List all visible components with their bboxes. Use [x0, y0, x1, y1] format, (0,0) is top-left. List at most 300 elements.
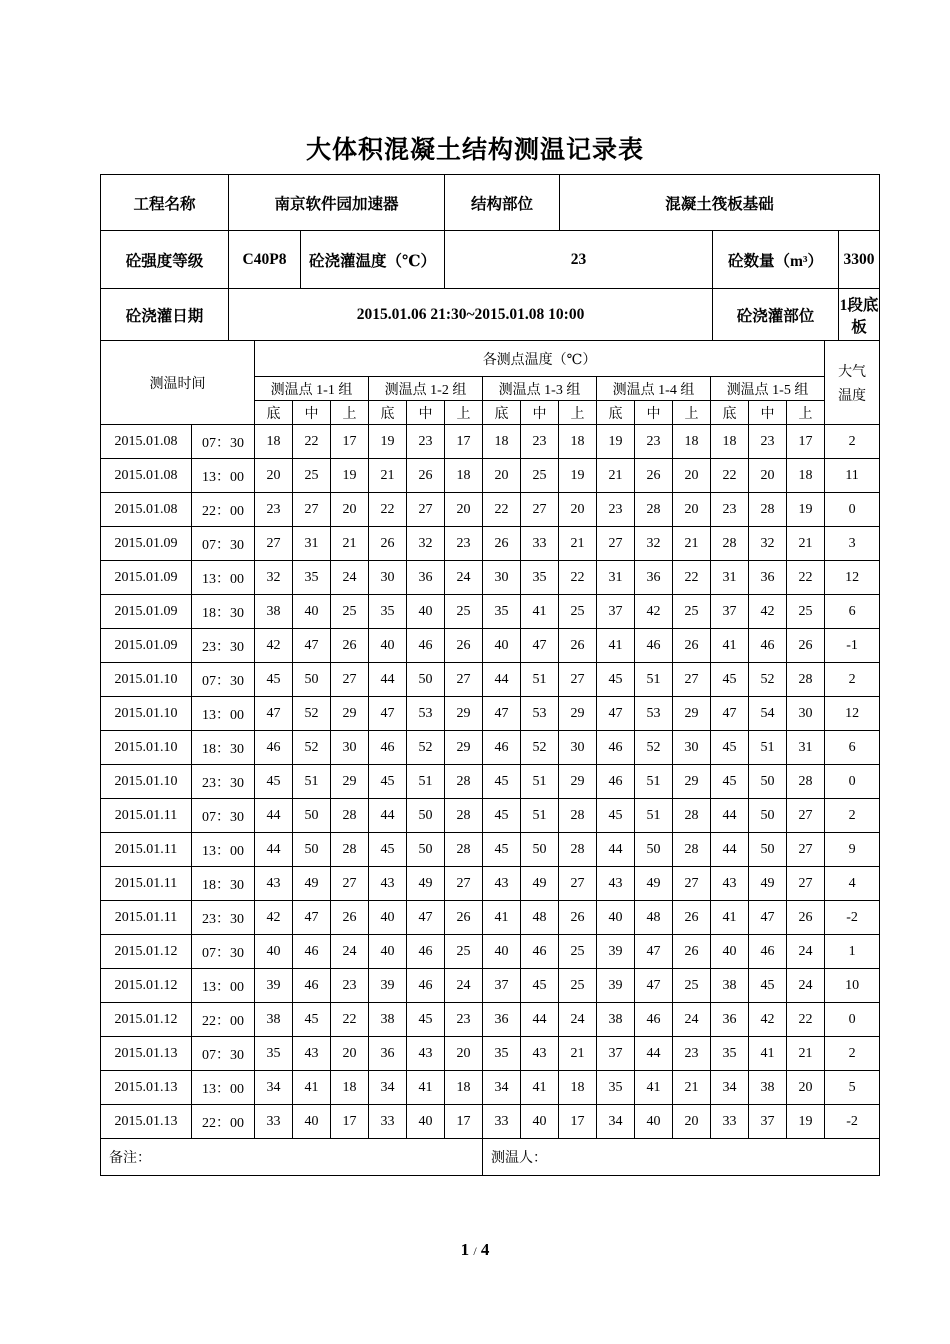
temperature-cell: 17 [445, 1105, 483, 1139]
temperature-cell: 50 [635, 833, 673, 867]
temperature-cell: 43 [255, 867, 293, 901]
air-temp-header-line1: 大气 [838, 364, 867, 380]
air-temp-cell: 5 [825, 1071, 880, 1105]
temperature-cell: 36 [635, 561, 673, 595]
temperature-cell: 22 [331, 1003, 369, 1037]
temperature-cell: 27 [559, 867, 597, 901]
row-date: 2015.01.13 [101, 1071, 192, 1105]
temperature-cell: 27 [787, 799, 825, 833]
temperature-cell: 20 [673, 493, 711, 527]
temperature-cell: 37 [711, 595, 749, 629]
temperature-cell: 51 [293, 765, 331, 799]
temperature-cell: 45 [711, 731, 749, 765]
temperature-cell: 25 [445, 935, 483, 969]
temperature-cell: 27 [445, 663, 483, 697]
temperature-cell: 38 [369, 1003, 407, 1037]
table-row [101, 969, 880, 1003]
temperature-cell: 41 [293, 1071, 331, 1105]
table-row [101, 765, 880, 799]
temperature-cell: 46 [369, 731, 407, 765]
temperature-cell: 18 [559, 1071, 597, 1105]
table-row [101, 595, 880, 629]
temperature-cell: 45 [711, 663, 749, 697]
temperature-cell: 27 [255, 527, 293, 561]
air-temp-header-line2: 温度 [838, 388, 867, 404]
temperature-cell: 44 [635, 1037, 673, 1071]
temperature-cell: 41 [483, 901, 521, 935]
temperature-cell: 52 [293, 697, 331, 731]
temperature-cell: 29 [331, 697, 369, 731]
temperature-cell: 43 [293, 1037, 331, 1071]
temperature-cell: 40 [255, 935, 293, 969]
temperature-cell: 47 [521, 629, 559, 663]
temperature-cell: 42 [635, 595, 673, 629]
row-time: 23：30 [192, 901, 255, 935]
temperature-cell: 19 [787, 1105, 825, 1139]
temperature-cell: 18 [255, 425, 293, 459]
temperature-cell: 17 [787, 425, 825, 459]
temperature-cell: 52 [635, 731, 673, 765]
temperature-cell: 28 [749, 493, 787, 527]
temperature-cell: 50 [293, 799, 331, 833]
air-temp-cell: -2 [825, 1105, 880, 1139]
temperature-cell: 51 [635, 799, 673, 833]
temperature-cell: 27 [787, 867, 825, 901]
temperature-cell: 40 [369, 935, 407, 969]
temperature-cell: 21 [673, 1071, 711, 1105]
air-temp-cell: 2 [825, 1037, 880, 1071]
concrete-volume-label: 砼数量（m³） [713, 231, 839, 289]
recorder-cell: 测温人： [483, 1139, 880, 1176]
row-time: 22：00 [192, 1003, 255, 1037]
row-date: 2015.01.10 [101, 663, 192, 697]
temperature-cell: 45 [255, 765, 293, 799]
level-header: 底 [483, 401, 521, 425]
temperature-cell: 47 [255, 697, 293, 731]
temperature-cell: 36 [483, 1003, 521, 1037]
pour-date-label: 砼浇灌日期 [101, 289, 229, 341]
row-time: 22：00 [192, 1105, 255, 1139]
temperature-cell: 33 [255, 1105, 293, 1139]
temperature-cell: 30 [369, 561, 407, 595]
temperature-cell: 43 [597, 867, 635, 901]
temperature-cell: 21 [673, 527, 711, 561]
temperature-cell: 46 [293, 969, 331, 1003]
air-temp-cell: -1 [825, 629, 880, 663]
temperature-cell: 50 [749, 799, 787, 833]
table-row [101, 901, 880, 935]
temperature-cell: 26 [635, 459, 673, 493]
temperature-cell: 28 [673, 799, 711, 833]
temperature-cell: 25 [293, 459, 331, 493]
temperature-cell: 24 [445, 561, 483, 595]
temperature-cell: 33 [483, 1105, 521, 1139]
temperature-cell: 35 [711, 1037, 749, 1071]
temperature-cell: 28 [559, 799, 597, 833]
temperature-cell: 28 [331, 799, 369, 833]
temperature-cell: 40 [521, 1105, 559, 1139]
temperature-cell: 25 [559, 935, 597, 969]
pour-temp-label: 砼浇灌温度（℃） [301, 231, 445, 289]
temperature-cell: 23 [635, 425, 673, 459]
temperature-cell: 35 [521, 561, 559, 595]
temperature-cell: 18 [483, 425, 521, 459]
temperature-cell: 25 [559, 595, 597, 629]
level-header: 底 [597, 401, 635, 425]
temperature-cell: 53 [407, 697, 445, 731]
row-date: 2015.01.11 [101, 901, 192, 935]
row-time: 07：30 [192, 527, 255, 561]
row-time: 13：00 [192, 697, 255, 731]
air-temp-cell: 0 [825, 493, 880, 527]
level-header: 上 [559, 401, 597, 425]
row-date: 2015.01.09 [101, 595, 192, 629]
air-temp-cell: 12 [825, 561, 880, 595]
temperature-cell: 19 [787, 493, 825, 527]
temperature-cell: 25 [559, 969, 597, 1003]
row-time: 22：00 [192, 493, 255, 527]
temperature-cell: 40 [369, 901, 407, 935]
temperature-cell: 28 [331, 833, 369, 867]
temperature-cell: 35 [483, 1037, 521, 1071]
temperature-cell: 50 [293, 833, 331, 867]
temperature-cell: 51 [635, 663, 673, 697]
row-date: 2015.01.12 [101, 1003, 192, 1037]
row-date: 2015.01.11 [101, 799, 192, 833]
temperature-cell: 29 [445, 697, 483, 731]
temperature-cell: 32 [407, 527, 445, 561]
temperature-cell: 51 [521, 663, 559, 697]
level-header: 底 [369, 401, 407, 425]
temperature-cell: 50 [407, 663, 445, 697]
row-time: 13：00 [192, 969, 255, 1003]
row-time: 07：30 [192, 799, 255, 833]
temperature-cell: 25 [673, 969, 711, 1003]
row-date: 2015.01.13 [101, 1037, 192, 1071]
temperature-cell: 23 [597, 493, 635, 527]
temperature-cell: 43 [369, 867, 407, 901]
temperature-cell: 46 [407, 629, 445, 663]
temperature-cell: 17 [559, 1105, 597, 1139]
temperature-cell: 36 [369, 1037, 407, 1071]
temperature-cell: 18 [787, 459, 825, 493]
temperature-cell: 21 [787, 1037, 825, 1071]
temperature-cell: 27 [559, 663, 597, 697]
temperature-cell: 53 [635, 697, 673, 731]
table-row [101, 459, 880, 493]
group-header: 测温点 1-2 组 [369, 377, 483, 401]
air-temp-cell: 3 [825, 527, 880, 561]
temperature-cell: 37 [597, 1037, 635, 1071]
table-row [101, 561, 880, 595]
temperature-cell: 47 [749, 901, 787, 935]
concrete-volume-value: 3300 [839, 231, 880, 289]
level-header: 上 [445, 401, 483, 425]
pour-date-value: 2015.01.06 21:30~2015.01.08 10:00 [229, 289, 713, 341]
level-header: 中 [749, 401, 787, 425]
temperature-cell: 25 [787, 595, 825, 629]
temperature-cell: 27 [597, 527, 635, 561]
temperature-cell: 46 [597, 731, 635, 765]
air-temp-header [825, 341, 880, 425]
temperature-cell: 31 [597, 561, 635, 595]
project-info-table [100, 174, 880, 341]
temperature-cell: 24 [331, 561, 369, 595]
temperature-cell: 45 [369, 765, 407, 799]
temperature-cell: 20 [673, 1105, 711, 1139]
structure-part-label: 结构部位 [445, 175, 560, 231]
page-title: 大体积混凝土结构测温记录表 [305, 137, 644, 164]
table-row [101, 867, 880, 901]
table-row [101, 731, 880, 765]
temperature-cell: 23 [749, 425, 787, 459]
table-row [101, 425, 880, 459]
temperature-cell: 22 [673, 561, 711, 595]
temperature-cell: 26 [445, 629, 483, 663]
temperature-cell: 22 [787, 561, 825, 595]
temperature-cell: 46 [749, 935, 787, 969]
temperature-cell: 47 [483, 697, 521, 731]
temperature-cell: 30 [559, 731, 597, 765]
temperature-cell: 28 [445, 799, 483, 833]
level-header: 底 [255, 401, 293, 425]
temperature-cell: 43 [711, 867, 749, 901]
row-date: 2015.01.08 [101, 425, 192, 459]
temperature-cell: 46 [597, 765, 635, 799]
pour-temp-value: 23 [445, 231, 713, 289]
temperature-cell: 32 [255, 561, 293, 595]
temperature-cell: 24 [673, 1003, 711, 1037]
temperature-cell: 28 [559, 833, 597, 867]
temperature-cell: 38 [711, 969, 749, 1003]
temperature-cell: 28 [445, 765, 483, 799]
row-time: 18：30 [192, 595, 255, 629]
temperature-cell: 29 [673, 697, 711, 731]
remarks-cell: 备注： [101, 1139, 483, 1176]
time-column-header: 测温时间 [101, 341, 255, 425]
temperature-cell: 21 [559, 1037, 597, 1071]
temperature-cell: 23 [445, 527, 483, 561]
temperature-cell: 25 [331, 595, 369, 629]
temperature-cell: 28 [787, 765, 825, 799]
temperature-cell: 44 [369, 663, 407, 697]
temperature-cell: 45 [483, 765, 521, 799]
temperature-cell: 46 [635, 1003, 673, 1037]
temperature-cell: 41 [749, 1037, 787, 1071]
table-row [101, 833, 880, 867]
temperature-cell: 45 [293, 1003, 331, 1037]
temperature-cell: 22 [293, 425, 331, 459]
temperature-cell: 47 [711, 697, 749, 731]
temperature-cell: 34 [597, 1105, 635, 1139]
temperature-cell: 50 [749, 833, 787, 867]
temperature-cell: 45 [597, 663, 635, 697]
temperature-cell: 23 [331, 969, 369, 1003]
temperature-cell: 29 [331, 765, 369, 799]
temperature-cell: 49 [521, 867, 559, 901]
temperature-cell: 26 [331, 901, 369, 935]
temperature-cell: 26 [787, 629, 825, 663]
temperature-columns-header: 各测点温度（℃） [255, 341, 825, 377]
temperature-cell: 26 [673, 901, 711, 935]
temperature-cell: 44 [483, 663, 521, 697]
temperature-cell: 45 [483, 833, 521, 867]
temperature-cell: 20 [673, 459, 711, 493]
temperature-cell: 40 [711, 935, 749, 969]
level-header: 中 [521, 401, 559, 425]
temperature-cell: 45 [521, 969, 559, 1003]
temperature-cell: 39 [369, 969, 407, 1003]
air-temp-cell: 10 [825, 969, 880, 1003]
temperature-cell: 38 [255, 1003, 293, 1037]
temperature-cell: 41 [635, 1071, 673, 1105]
row-date: 2015.01.13 [101, 1105, 192, 1139]
temperature-cell: 17 [445, 425, 483, 459]
temperature-cell: 39 [597, 935, 635, 969]
temperature-cell: 51 [635, 765, 673, 799]
temperature-cell: 26 [673, 935, 711, 969]
temperature-cell: 29 [559, 697, 597, 731]
table-row [101, 663, 880, 697]
temperature-cell: 35 [483, 595, 521, 629]
temperature-cell: 26 [483, 527, 521, 561]
temperature-cell: 44 [521, 1003, 559, 1037]
table-row [101, 629, 880, 663]
temperature-cell: 27 [521, 493, 559, 527]
temperature-cell: 46 [407, 969, 445, 1003]
temperature-cell: 20 [749, 459, 787, 493]
temperature-cell: 24 [559, 1003, 597, 1037]
temperature-cell: 45 [483, 799, 521, 833]
temperature-cell: 23 [445, 1003, 483, 1037]
temperature-cell: 21 [597, 459, 635, 493]
group-header: 测温点 1-3 组 [483, 377, 597, 401]
temperature-cell: 47 [293, 629, 331, 663]
project-name-label: 工程名称 [101, 175, 229, 231]
temperature-cell: 20 [559, 493, 597, 527]
temperature-cell: 33 [369, 1105, 407, 1139]
temperature-cell: 40 [483, 935, 521, 969]
temperature-cell: 20 [445, 493, 483, 527]
row-date: 2015.01.09 [101, 527, 192, 561]
table-row [101, 1071, 880, 1105]
temperature-cell: 50 [749, 765, 787, 799]
temperature-cell: 21 [331, 527, 369, 561]
pour-part-value: 1段底板 [839, 289, 880, 341]
temperature-cell: 35 [255, 1037, 293, 1071]
temperature-cell: 46 [293, 935, 331, 969]
row-time: 07：30 [192, 935, 255, 969]
row-time: 18：30 [192, 867, 255, 901]
air-temp-cell: 4 [825, 867, 880, 901]
temperature-cell: 27 [445, 867, 483, 901]
row-time: 07：30 [192, 425, 255, 459]
temperature-cell: 33 [711, 1105, 749, 1139]
temperature-cell: 25 [673, 595, 711, 629]
row-time: 23：30 [192, 629, 255, 663]
level-header: 上 [787, 401, 825, 425]
concrete-grade-value: C40P8 [229, 231, 301, 289]
table-row [101, 1037, 880, 1071]
row-date: 2015.01.08 [101, 459, 192, 493]
temperature-cell: 43 [407, 1037, 445, 1071]
row-date: 2015.01.09 [101, 629, 192, 663]
temperature-cell: 45 [749, 969, 787, 1003]
temperature-cell: 24 [331, 935, 369, 969]
row-date: 2015.01.10 [101, 697, 192, 731]
temperature-cell: 51 [521, 765, 559, 799]
row-date: 2015.01.10 [101, 731, 192, 765]
air-temp-cell: 2 [825, 663, 880, 697]
temperature-cell: 44 [711, 833, 749, 867]
temperature-cell: 20 [483, 459, 521, 493]
temperature-cell: 22 [369, 493, 407, 527]
temperature-cell: 23 [521, 425, 559, 459]
table-row [101, 935, 880, 969]
group-header: 测温点 1-1 组 [255, 377, 369, 401]
temperature-cell: 27 [407, 493, 445, 527]
temperature-cell: 35 [597, 1071, 635, 1105]
temperature-cell: 28 [635, 493, 673, 527]
temperature-cell: 27 [331, 663, 369, 697]
temperature-cell: 51 [749, 731, 787, 765]
pour-part-label: 砼浇灌部位 [713, 289, 839, 341]
temperature-cell: 37 [483, 969, 521, 1003]
temperature-cell: 26 [331, 629, 369, 663]
air-temp-cell: 1 [825, 935, 880, 969]
air-temp-cell: 6 [825, 731, 880, 765]
temperature-cell: 26 [559, 629, 597, 663]
temperature-cell: 18 [711, 425, 749, 459]
temperature-cell: 50 [407, 799, 445, 833]
temperature-cell: 26 [445, 901, 483, 935]
row-time: 23：30 [192, 765, 255, 799]
temperature-cell: 36 [749, 561, 787, 595]
page-separator: / [473, 1244, 477, 1258]
row-date: 2015.01.11 [101, 867, 192, 901]
temperature-cell: 27 [331, 867, 369, 901]
temperature-cell: 35 [293, 561, 331, 595]
temperature-cell: 33 [521, 527, 559, 561]
temperature-cell: 40 [293, 595, 331, 629]
row-date: 2015.01.09 [101, 561, 192, 595]
page-number [0, 1240, 950, 1260]
temperature-cell: 50 [407, 833, 445, 867]
table-row [101, 493, 880, 527]
temperature-cell: 28 [445, 833, 483, 867]
temperature-cell: 45 [711, 765, 749, 799]
temperature-cell: 37 [597, 595, 635, 629]
temperature-cell: 35 [369, 595, 407, 629]
temperature-cell: 17 [331, 1105, 369, 1139]
temperature-cell: 37 [749, 1105, 787, 1139]
temperature-cell: 22 [483, 493, 521, 527]
temperature-cell: 52 [293, 731, 331, 765]
temperature-cell: 46 [407, 935, 445, 969]
temperature-cell: 46 [255, 731, 293, 765]
temperature-cell: 32 [749, 527, 787, 561]
temperature-cell: 36 [711, 1003, 749, 1037]
row-time: 13：00 [192, 459, 255, 493]
temperature-cell: 38 [597, 1003, 635, 1037]
temperature-cell: 31 [787, 731, 825, 765]
temperature-cell: 17 [331, 425, 369, 459]
temperature-cell: 39 [597, 969, 635, 1003]
temperature-cell: 19 [331, 459, 369, 493]
temperature-cell: 47 [293, 901, 331, 935]
temperature-cell: 27 [787, 833, 825, 867]
temperature-cell: 34 [255, 1071, 293, 1105]
